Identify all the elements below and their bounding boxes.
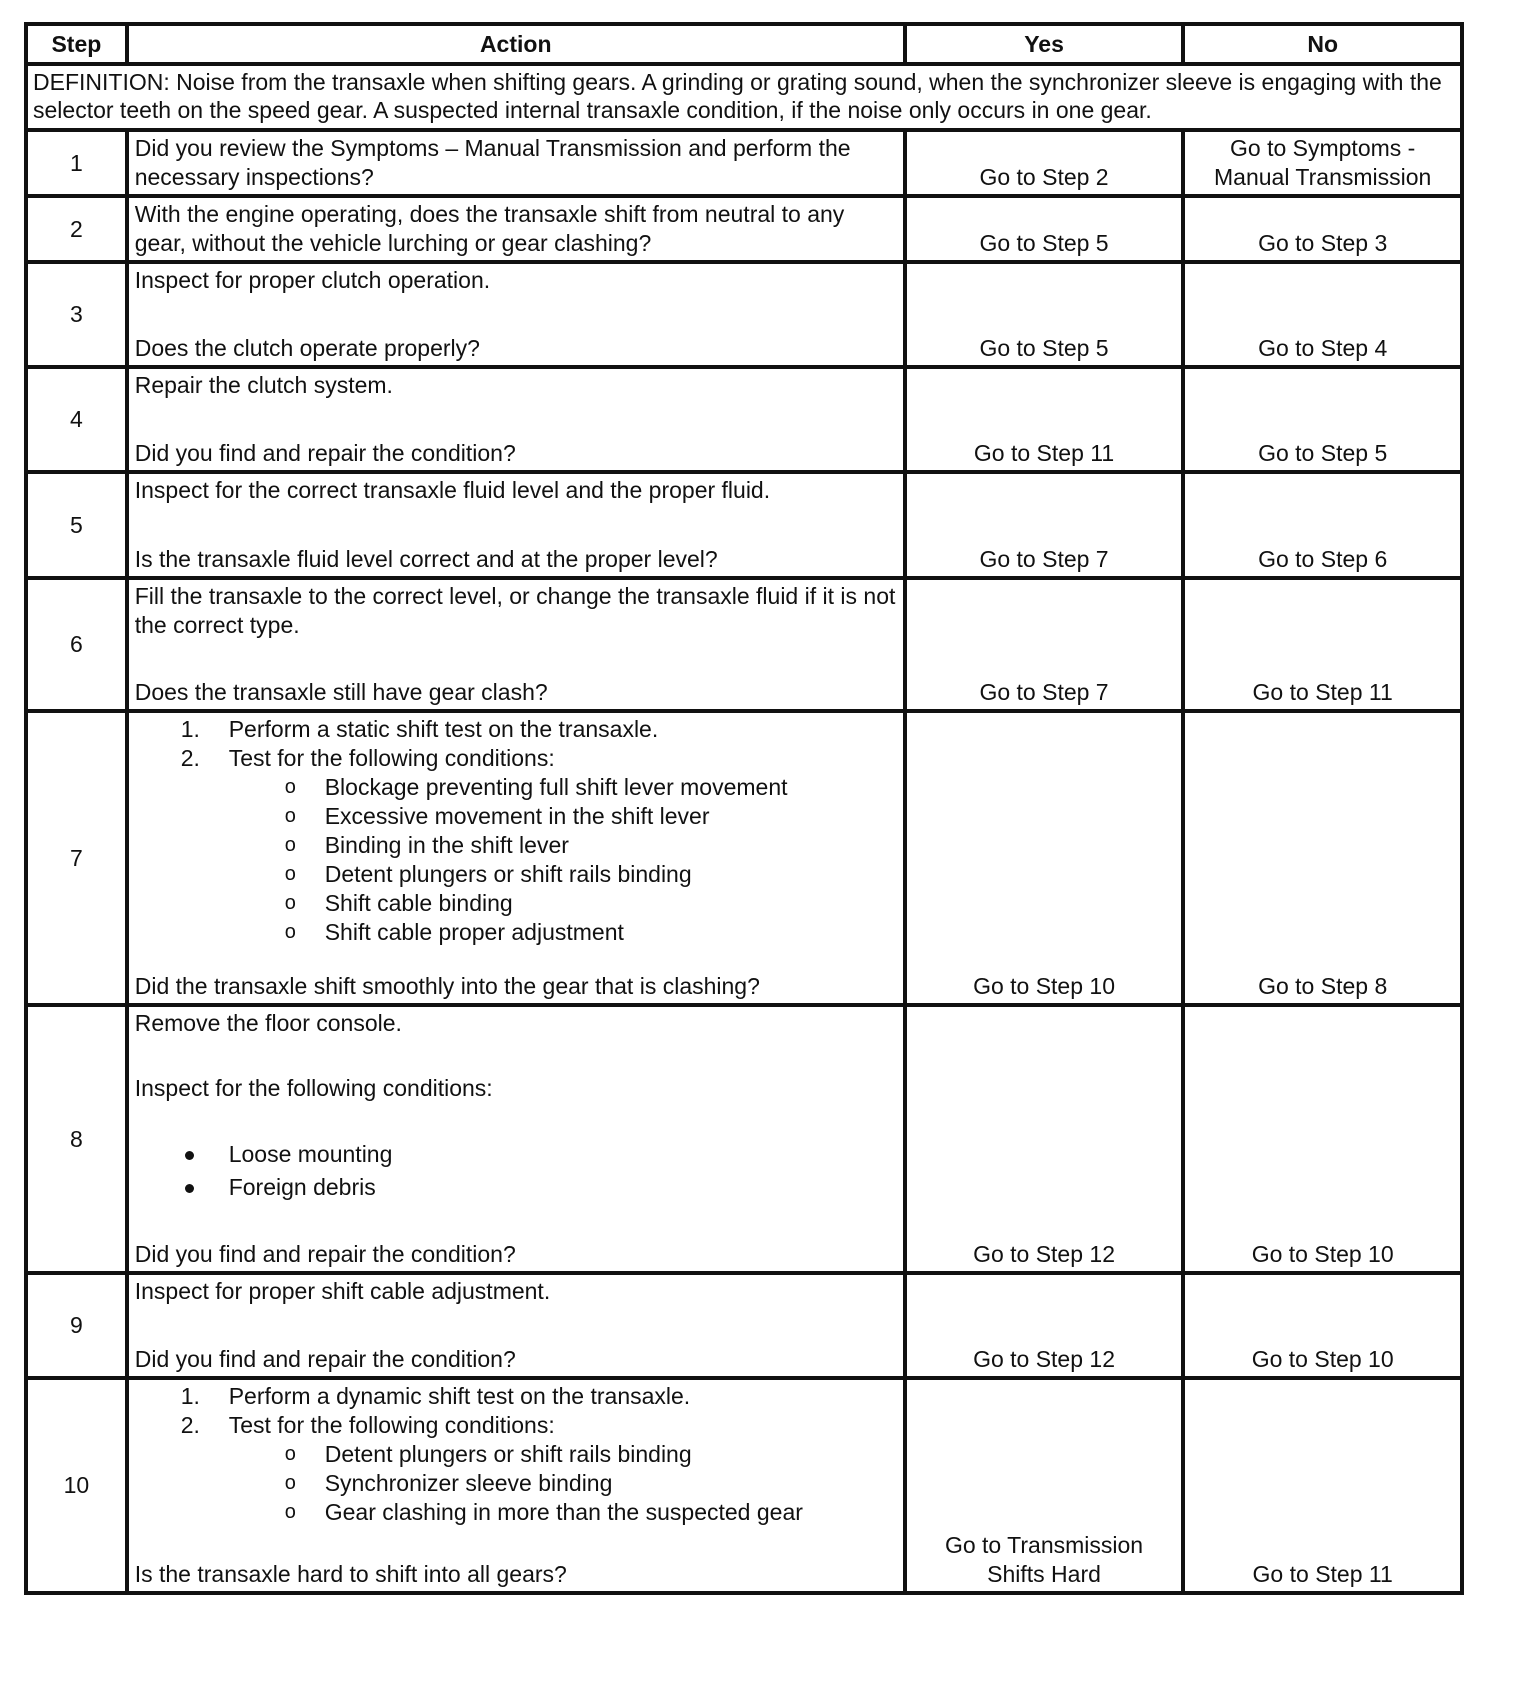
header-row	[26, 24, 1462, 64]
circle-bullet-icon: o	[284, 892, 296, 914]
step-number: 5	[26, 472, 127, 578]
no-result: Go to Step 6	[1183, 472, 1462, 578]
list-item	[135, 1411, 897, 1440]
circle-bullet-icon: o	[284, 863, 296, 885]
action-cell	[127, 578, 905, 711]
action-instruction: Fill the transaxle to the correct level, or change the transaxle fluid if it is not the correct type.	[134, 583, 896, 638]
action-instruction: Repair the clutch system.	[134, 372, 393, 398]
action-cell	[127, 367, 905, 472]
circle-bullet-icon: o	[284, 1472, 296, 1494]
no-result: Go to Step 8	[1183, 711, 1462, 1005]
yes-result: Go to Step 2	[905, 130, 1184, 196]
step-number: 8	[26, 1005, 127, 1273]
table-row	[26, 711, 1462, 1005]
table-row	[26, 1378, 1462, 1593]
list-item	[135, 918, 897, 947]
no-result: Go to Step 5	[1183, 367, 1462, 472]
no-result: Go to Step 10	[1183, 1005, 1462, 1273]
header-yes: Yes	[905, 24, 1184, 64]
list-item	[135, 1440, 897, 1469]
table-row	[26, 130, 1462, 196]
bullet-icon	[185, 1151, 194, 1160]
table-row	[26, 1005, 1462, 1273]
action-cell	[127, 1005, 905, 1273]
step-number: 7	[26, 711, 127, 1005]
action-question: Did you find and repair the condition?	[134, 1346, 516, 1372]
step-number: 10	[26, 1378, 127, 1593]
list-text: Gear clashing in more than the suspected gear	[324, 1499, 803, 1525]
list-number: 1.	[180, 1383, 200, 1409]
step-number: 3	[26, 262, 127, 367]
list-text: Shift cable proper adjustment	[324, 919, 624, 945]
step-number: 9	[26, 1273, 127, 1378]
step-number: 4	[26, 367, 127, 472]
yes-result: Go to Step 11	[905, 367, 1184, 472]
action-cell	[127, 711, 905, 1005]
header-action: Action	[127, 24, 905, 64]
action-cell	[127, 130, 905, 196]
step-number: 1	[26, 130, 127, 196]
list-item	[135, 860, 897, 889]
circle-bullet-icon: o	[284, 776, 296, 798]
circle-bullet-icon: o	[284, 1443, 296, 1465]
diagnostic-table-page	[24, 22, 1464, 1595]
list-text: Perform a dynamic shift test on the transaxle.	[228, 1383, 691, 1409]
yes-result: Go to Step 5	[905, 262, 1184, 367]
table-row	[26, 1273, 1462, 1378]
list-text: Perform a static shift test on the transaxle.	[228, 716, 659, 742]
condition-list	[135, 773, 897, 947]
list-item	[135, 1171, 897, 1204]
yes-result: Go to Step 12	[905, 1005, 1184, 1273]
header-step: Step	[26, 24, 127, 64]
list-item	[135, 1138, 897, 1171]
numbered-list	[135, 1382, 897, 1440]
circle-bullet-icon: o	[284, 1501, 296, 1523]
definition-text: DEFINITION: Noise from the transaxle when shifting gears. A grinding or grating sound, when the synchronizer sleeve is engaging with the selector teeth on the speed gear. A suspected internal transaxle condition, if the noise only occurs in one gear.	[26, 64, 1462, 130]
list-text: Blockage preventing full shift lever movement	[324, 774, 788, 800]
no-result: Go to Step 11	[1183, 578, 1462, 711]
list-text: Test for the following conditions:	[228, 745, 555, 771]
circle-bullet-icon: o	[284, 805, 296, 827]
table-row	[26, 367, 1462, 472]
action-question: Did you review the Symptoms – Manual Transmission and perform the necessary inspections?	[134, 135, 851, 190]
list-text: Loose mounting	[228, 1141, 393, 1168]
action-cell	[127, 262, 905, 367]
yes-result: Go to Step 7	[905, 472, 1184, 578]
table-row	[26, 196, 1462, 262]
list-item	[135, 889, 897, 918]
list-item	[135, 1498, 897, 1527]
action-cell	[127, 1273, 905, 1378]
action-question: Did you find and repair the condition?	[134, 1240, 516, 1267]
action-question: Does the transaxle still have gear clash?	[134, 679, 548, 705]
list-item	[135, 715, 897, 744]
procedure-block	[135, 715, 897, 947]
header-no: No	[1183, 24, 1462, 64]
list-text: Synchronizer sleeve binding	[324, 1470, 613, 1496]
list-item	[135, 744, 897, 773]
diagnostic-table	[24, 22, 1464, 1595]
condition-list	[135, 1138, 897, 1204]
yes-result: Go to Step 7	[905, 578, 1184, 711]
action-question: With the engine operating, does the transaxle shift from neutral to any gear, without the vehicle lurching or gear clashing?	[134, 201, 845, 256]
definition-row	[26, 64, 1462, 130]
circle-bullet-icon: o	[284, 921, 296, 943]
action-instruction: Inspect for the correct transaxle fluid level and the proper fluid.	[134, 477, 771, 503]
yes-result: Go to Step 10	[905, 711, 1184, 1005]
list-text: Test for the following conditions:	[228, 1412, 555, 1438]
action-question: Did the transaxle shift smoothly into the gear that is clashing?	[134, 973, 760, 999]
action-question: Is the transaxle fluid level correct and at the proper level?	[134, 546, 718, 572]
yes-result: Go to Step 12	[905, 1273, 1184, 1378]
no-result: Go to Symptoms - Manual Transmission	[1183, 130, 1462, 196]
yes-result: Go to Transmission Shifts Hard	[905, 1378, 1184, 1593]
no-result: Go to Step 11	[1183, 1378, 1462, 1593]
list-number: 2.	[180, 745, 200, 771]
list-item	[135, 773, 897, 802]
no-result: Go to Step 10	[1183, 1273, 1462, 1378]
list-number: 2.	[180, 1412, 200, 1438]
list-text: Binding in the shift lever	[324, 832, 569, 858]
numbered-list	[135, 715, 897, 773]
action-question: Is the transaxle hard to shift into all gears?	[134, 1561, 567, 1587]
list-text: Detent plungers or shift rails binding	[324, 1441, 692, 1467]
action-cell	[127, 196, 905, 262]
table-row	[26, 578, 1462, 711]
action-question: Did you find and repair the condition?	[134, 440, 516, 466]
no-result: Go to Step 3	[1183, 196, 1462, 262]
action-cell	[127, 472, 905, 578]
list-item	[135, 1382, 897, 1411]
no-result: Go to Step 4	[1183, 262, 1462, 367]
step-number: 2	[26, 196, 127, 262]
list-text: Detent plungers or shift rails binding	[324, 861, 692, 887]
table-row	[26, 472, 1462, 578]
list-text: Excessive movement in the shift lever	[324, 803, 710, 829]
action-question: Does the clutch operate properly?	[134, 335, 480, 361]
table-row	[26, 262, 1462, 367]
action-instruction: Inspect for the following conditions:	[134, 1074, 493, 1101]
list-text: Shift cable binding	[324, 890, 513, 916]
list-item	[135, 802, 897, 831]
action-instruction: Inspect for proper shift cable adjustment.	[134, 1278, 551, 1304]
condition-list	[135, 1440, 897, 1527]
yes-result: Go to Step 5	[905, 196, 1184, 262]
action-cell	[127, 1378, 905, 1593]
list-item	[135, 1469, 897, 1498]
procedure-block	[135, 1382, 897, 1527]
action-instruction: Inspect for proper clutch operation.	[134, 267, 491, 293]
step-number: 6	[26, 578, 127, 711]
list-item	[135, 831, 897, 860]
bullet-icon	[185, 1184, 194, 1193]
list-number: 1.	[180, 716, 200, 742]
action-instruction: Remove the floor console.	[134, 1010, 402, 1036]
circle-bullet-icon: o	[284, 834, 296, 856]
list-text: Foreign debris	[228, 1174, 376, 1201]
